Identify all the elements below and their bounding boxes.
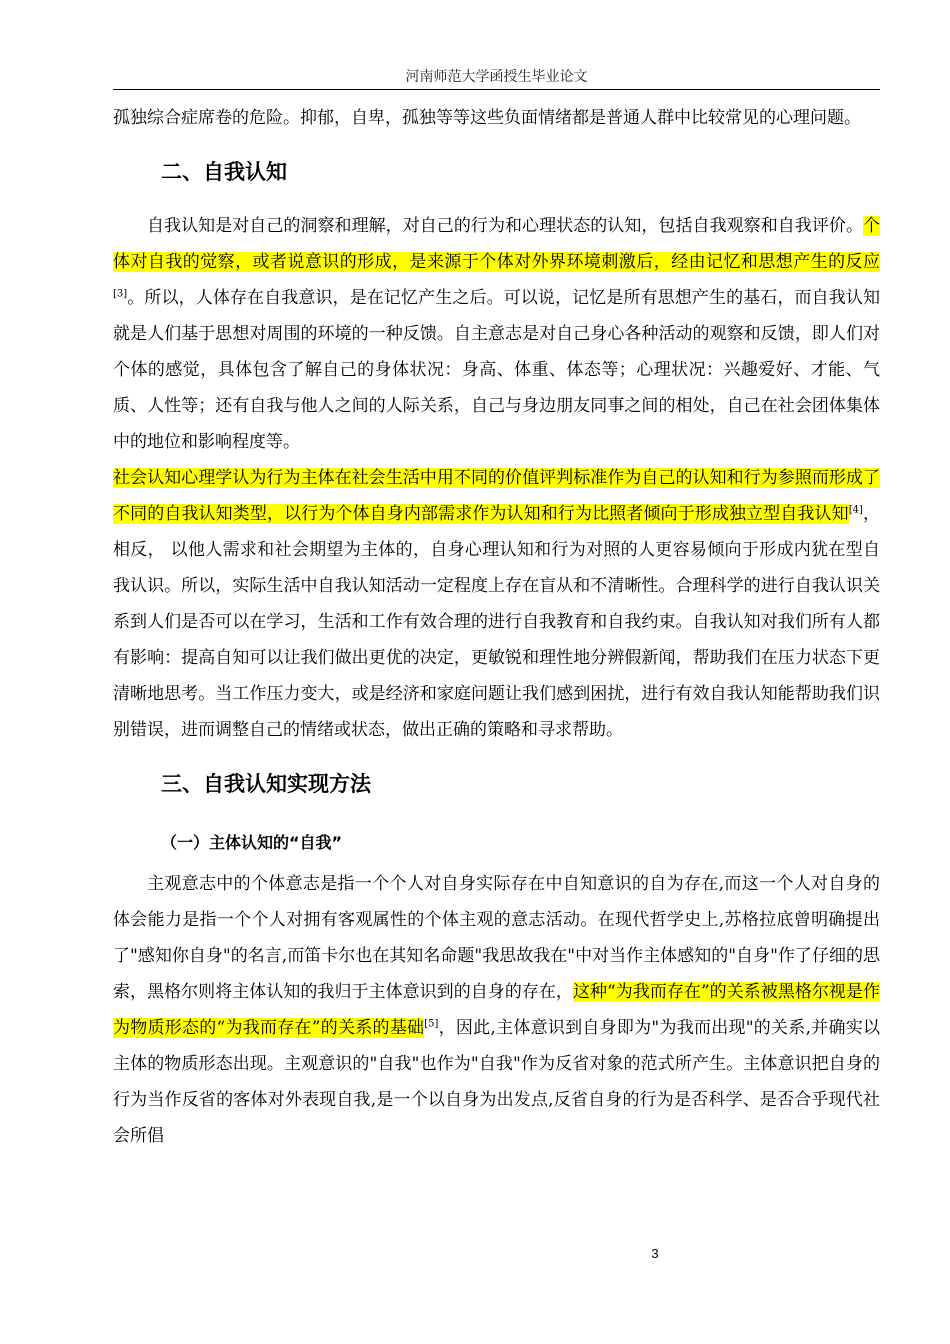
paragraph-text: 自我认知是对自己的洞察和理解，对自己的行为和心理状态的认知，包括自我观察和自我评价。 [147,216,863,236]
header-rule [113,89,880,90]
highlighted-text: 这种“为我而存在”的关系被黑格尔视是作为物质形态的“为我而存在”的关系的基础 [113,982,880,1038]
section-heading-methods: 三、自我认知实现方法 [161,772,371,796]
paragraph-self-cognition-definition [113,208,880,460]
paragraph-text: 主观意志中的个体意志是指一个个人对自身实际存在中自知意识的自为存在,而这一个人对自身的体会能力是指一个个人对拥有客观属性的个体主观的意志活动。在现代哲学史上,苏格拉底曾明确提出了"感知你自身"的名言,而笛卡尔也在其知名命题"我思故我在"中对当作主体感知的"自身"作了仔细的思索，黑格尔则将主体认知的我归于主体意识到的自身的存在， [113,874,880,1002]
section-heading-self-cognition: 二、自我认知 [161,160,287,184]
paragraph-text: ，因此,主体意识到自身即为"为我而出现"的关系,并确实以主体的物质形态出现。主观意识的"自我"也作为"自我"作为反省对象的范式所产生。主体意识把自身的行为当作反省的客体对外表现自我,是一个以自身为出发点,反省自身的行为是否科学、是否合乎现代社会所倡 [113,1018,880,1146]
citation-ref: [5] [424,1018,439,1030]
continuation-paragraph: 孤独综合症席卷的危险。抑郁，自卑，孤独等等这些负面情绪都是普通人群中比较常见的心理问题。 [113,108,861,128]
paragraph-social-cognition [113,460,880,748]
paragraph-text: ，相反， 以他人需求和社会期望为主体的，自身心理认知和行为对照的人更容易倾向于形成内犹在型自我认识。所以，实际生活中自我认知活动一定程度上存在盲从和不清晰性。合理科学的进行自我认识关系到人们是否可以在学习，生活和工作有效合理的进行自我教育和自我约束。自我认知对我们所有人都有影响：提高自知可以让我们做出更优的决定，更敏锐和理性地分辨假新闻，帮助我们在压力状态下更清晰地思考。当工作压力变大，或是经济和家庭问题让我们感到困扰，进行有效自我认知能帮助我们识别错误，进而调整自己的情绪或状态，做出正确的策略和寻求帮助。 [113,504,881,740]
document-body [113,100,880,1154]
citation-ref: [3] [113,288,128,300]
paragraph-text: 。所以，人体存在自我意识，是在记忆产生之后。可以说，记忆是所有思想产生的基石，而自我认知就是人们基于思想对周围的环境的一种反馈。自主意志是对自己身心各种活动的观察和反馈，即人们对个体的感觉，具体包含了解自己的身体状况：身高、体重、体态等；心理状况：兴趣爱好、才能、气质、人性等；还有自我与他人之间的人际关系，自己与身边朋友同事之间的相处，自己在社会团体集体中的地位和影响程度等。 [113,288,880,452]
highlighted-text: 社会认知心理学认为行为主体在社会生活中用不同的价值评判标准作为自己的认知和行为参照而形成了不同的自我认知类型，以行为个体自身内部需求作为认知和行为比照者倾向于形成独立型自我认知 [113,468,880,524]
citation-ref: [4] [848,504,863,516]
paragraph-subjective-will [113,866,880,1154]
page-number: 3 [651,1246,659,1261]
highlighted-text: 个体对自我的觉察，或者说意识的形成，是来源于个体对外界环境刺激后，经由记忆和思想产生的反应 [113,216,880,272]
page-header: 河南师范大学函授生毕业论文 [405,69,588,85]
subsection-heading-subject-self: （一）主体认知的“自我” [161,833,343,852]
